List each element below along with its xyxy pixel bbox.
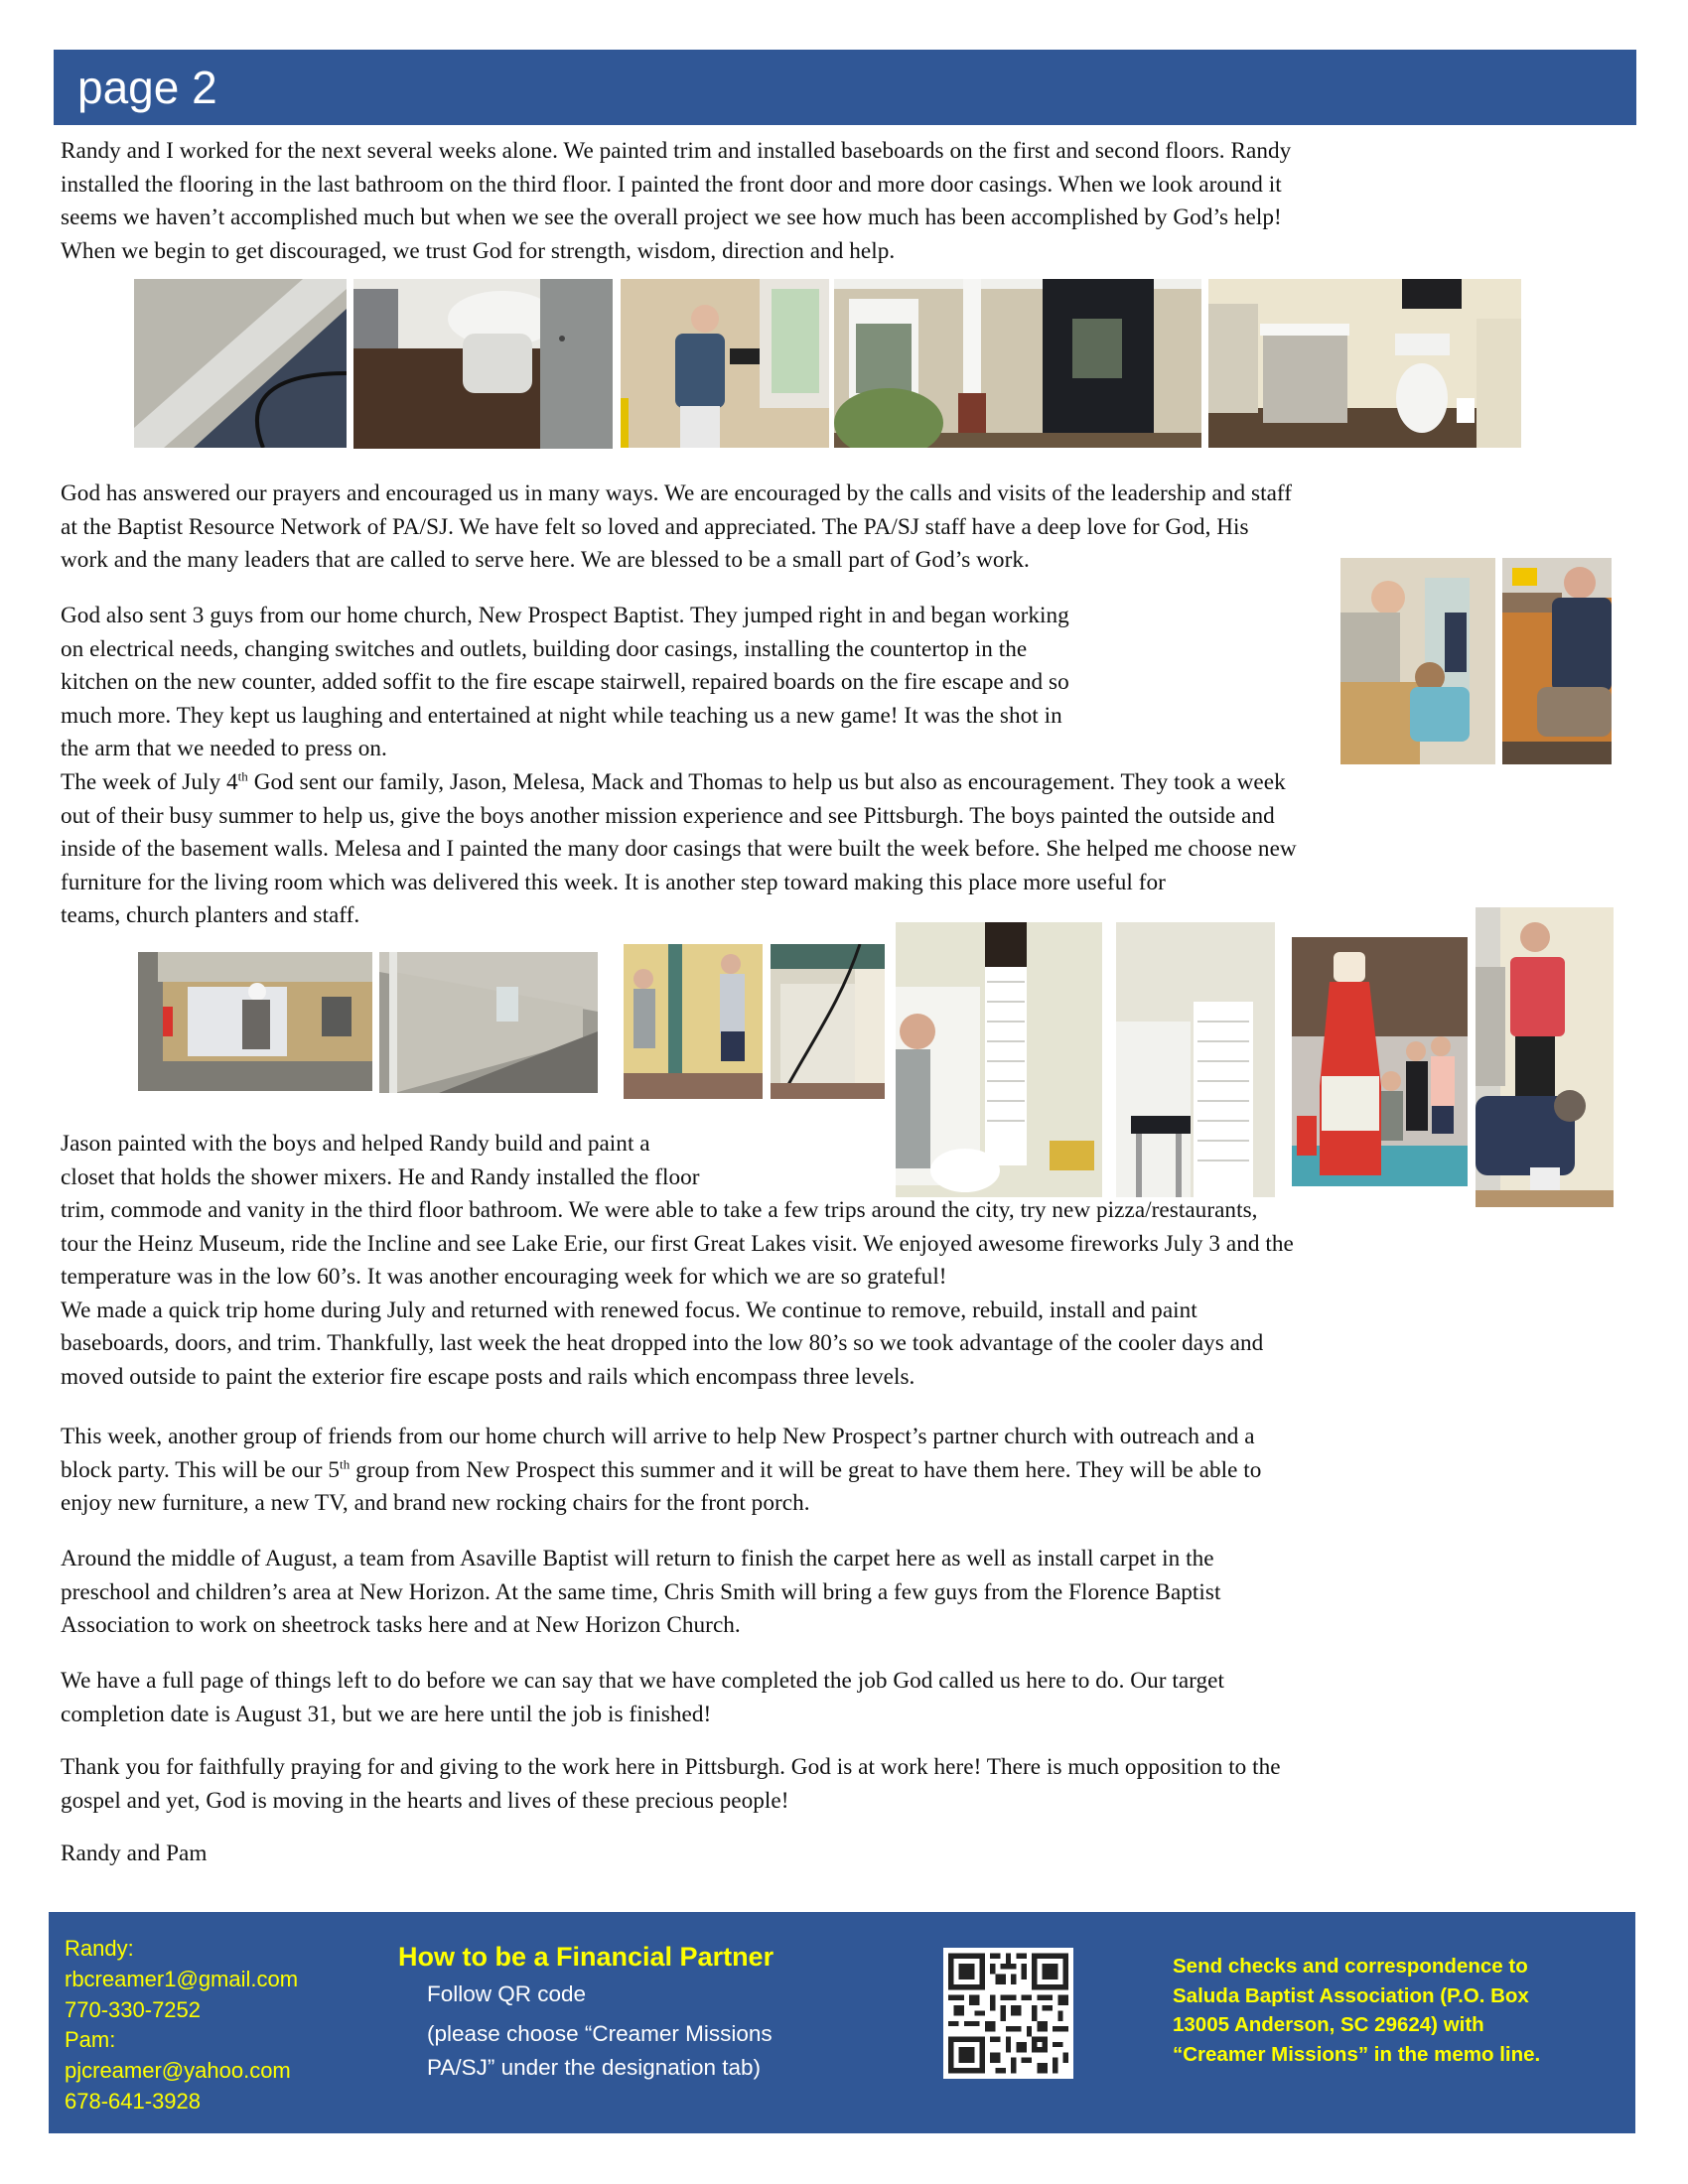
text-line: God also sent 3 guys from our home church, New Prospect Baptist. They jumped right in and began working — [61, 603, 1069, 628]
text-line: 13005 Anderson, SC 29624) with — [1173, 2013, 1484, 2037]
text-line: at the Baptist Resource Network of PA/SJ. We have felt so loved and appreciated. The PA/SJ staff have a deep love for God, His — [61, 513, 1249, 540]
text-line: temperature was in the low 60’s. It was another encouraging week for which we are so grateful! — [61, 1264, 947, 1290]
page-header-bar — [54, 50, 1636, 125]
bathroom-vanity-toilet-photo — [1208, 279, 1521, 448]
text-line: Randy and I worked for the next several weeks alone. We painted trim and installed baseboards on the first and second floors. Randy — [61, 138, 1292, 164]
text-line: baseboards, doors, and trim. Thankfully, last week the heat dropped into the low 80’s so we took advantage of the cooler days and — [61, 1330, 1264, 1356]
text-line: enjoy new furniture, a new TV, and brand new rocking chairs for the front porch. — [61, 1490, 810, 1516]
photo-image-icon — [834, 279, 1201, 448]
text-line: seems we haven’t accomplished much but when we see the overall project we see how much has been accomplished by God’s help! — [61, 205, 1282, 230]
text-line: We made a quick trip home during July and returned with renewed focus. We continue to remove, rebuild, install and paint — [61, 1297, 1197, 1323]
text-line: on electrical needs, changing switches and outlets, building door casings, installing the countertop in the — [61, 635, 1028, 662]
text-line: work and the many leaders that are called to serve here. We are blessed to be a small part of God’s work. — [61, 547, 1030, 573]
contact-info — [65, 1934, 298, 2117]
text-segment: The week of July 4 — [61, 769, 238, 795]
text-line: This week, another group of friends from our home church will arrive to help New Prospect’s partner church with outreach and a — [61, 1424, 1255, 1449]
photo-image-icon — [1502, 558, 1612, 764]
photo-image-icon — [1208, 279, 1521, 448]
text-line: out of their busy summer to help us, give the boys another mission experience and see Pittsburgh. The boys painted the outside and — [61, 802, 1275, 829]
front-door-porch-photo — [834, 279, 1201, 448]
paragraph-three-guys — [61, 600, 1069, 766]
randy-email-link[interactable]: rbcreamer1@gmail.com — [65, 1966, 299, 1991]
photo-image-icon — [138, 952, 372, 1091]
text-line: PA/SJ” under the designation tab) — [427, 2055, 762, 2080]
text-line: Saluda Baptist Association (P.O. Box — [1173, 1983, 1529, 2007]
paragraph-jason-closet — [61, 1128, 1294, 1394]
text-line: God has answered our prayers and encouraged us in many ways. We are encouraged by the calls and visits of the leadership and staff — [61, 480, 1293, 506]
footer-panel — [49, 1912, 1635, 2133]
text-segment: group from New Prospect this summer and it will be great to have them here. They will be able to — [350, 1456, 1262, 1483]
paragraph-full-page-left — [61, 1665, 1224, 1731]
painting-door-trim-photo — [1476, 907, 1614, 1207]
mailing-instructions — [1173, 1952, 1540, 2069]
text-line: inside of the basement walls. Melesa and I painted the many door casings that were built the week before. She helped me choose new — [61, 836, 1297, 862]
photo-image-icon — [379, 952, 598, 1093]
boys-painting-porch-photo — [624, 944, 763, 1099]
financial-partner-heading: How to be a Financial Partner — [398, 1942, 774, 1972]
photo-image-icon — [1340, 558, 1495, 764]
text-line — [61, 766, 1297, 800]
qr-code-graphic — [943, 1948, 1073, 2079]
photo-image-icon — [771, 944, 885, 1099]
photo-image-icon — [1476, 907, 1614, 1207]
financial-partner-instructions — [427, 1978, 773, 2085]
ordinal-suffix: th — [237, 768, 248, 784]
text-line: much more. They kept us laughing and entertained at night while teaching us a new game! It was the shot in — [61, 702, 1062, 729]
porch-closet-door-photo — [771, 944, 885, 1099]
text-line: closet that holds the shower mixers. He and Randy installed the floor — [61, 1163, 700, 1190]
paragraph-weeks-alone — [61, 135, 1291, 268]
paragraph-thank-you — [61, 1751, 1281, 1818]
photo-image-icon — [353, 279, 613, 449]
signature: Randy and Pam — [61, 1841, 208, 1866]
qr-code-icon[interactable] — [943, 1948, 1073, 2079]
text-segment: block party. This will be our 5 — [61, 1456, 341, 1483]
text-line: Thank you for faithfully praying for and giving to the work here in Pittsburgh. God is at work here! There is much opposition to the — [61, 1754, 1281, 1780]
photo-image-icon — [624, 944, 763, 1099]
pam-phone: 678-641-3928 — [65, 2088, 202, 2114]
text-line: installed the flooring in the last bathroom on the third floor. I painted the front door and more door casings. When we look around it — [61, 171, 1282, 198]
text-line: We have a full page of things left to do before we can say that we have completed the job God called us here to do. Our target — [61, 1668, 1224, 1694]
text-segment: God sent our family, Jason, Melesa, Mack and Thomas to help us but also as encouragement. They took a week — [247, 769, 1286, 795]
text-line: completion date is August 31, but we are here until the job is finished! — [61, 1701, 712, 1727]
bathroom-toilet-floor-photo — [353, 279, 613, 449]
randy-nailgun-window-photo — [621, 279, 829, 448]
text-line: trim, commode and vanity in the third floor bathroom. We were able to take a few trips around the city, try new pizza/restaurants, — [61, 1197, 1258, 1223]
ordinal-suffix: th — [340, 1455, 351, 1471]
pam-label: Pam: — [65, 2027, 116, 2053]
text-line: the arm that we needed to press on. — [61, 736, 387, 761]
photo-image-icon — [134, 279, 347, 448]
text-line: Association to work on sheetrock tasks here and at New Horizon Church. — [61, 1612, 741, 1638]
text-line: preschool and children’s area at New Horizon. At the same time, Chris Smith will bring a few guys from the Florence Baptist — [61, 1578, 1221, 1605]
heinz-museum-family-photo — [1292, 937, 1468, 1186]
photo-image-icon — [1292, 937, 1468, 1186]
text-line: kitchen on the new counter, added soffit to the fire escape stairwell, repaired boards on the fire escape and so — [61, 669, 1069, 695]
pam-email-link[interactable]: pjcreamer@yahoo.com — [65, 2058, 291, 2084]
text-line: moved outside to paint the exterior fire escape posts and rails which encompass three levels. — [61, 1363, 915, 1390]
page-title: page 2 — [77, 62, 217, 113]
paragraph-this-week-group — [61, 1421, 1261, 1521]
text-line: teams, church planters and staff. — [61, 902, 360, 928]
guys-building-cabinet-photo — [1340, 558, 1495, 764]
painting-basement-wall-photo — [138, 952, 372, 1091]
text-line: Around the middle of August, a team from Asaville Baptist will return to finish the carpet here as well as install carpet in the — [61, 1546, 1214, 1571]
text-line: When we begin to get discouraged, we trust God for strength, wisdom, direction and help. — [61, 237, 896, 264]
text-line: “Creamer Missions” in the memo line. — [1173, 2042, 1541, 2066]
text-line — [61, 1454, 1261, 1488]
paragraph-mid-august — [61, 1543, 1220, 1643]
painted-basement-wall-photo — [379, 952, 598, 1093]
paragraph-answered-prayers — [61, 478, 1292, 578]
randy-label: Randy: — [65, 1936, 134, 1961]
photo-image-icon — [621, 279, 829, 448]
text-line: Follow QR code — [427, 1981, 587, 2006]
randy-phone: 770-330-7252 — [65, 1996, 202, 2022]
text-line: (please choose “Creamer Missions — [427, 2021, 773, 2046]
text-line: Send checks and correspondence to — [1173, 1955, 1528, 1978]
text-line: Jason painted with the boys and helped Randy build and paint a — [61, 1131, 650, 1157]
text-line: tour the Heinz Museum, ride the Incline and see Lake Erie, our first Great Lakes visit. We enjoyed awesome fireworks July 3 and the — [61, 1230, 1294, 1257]
baseboard-trim-photo — [134, 279, 347, 448]
text-line: furniture for the living room which was delivered this week. It is another step toward making this place more useful for — [61, 869, 1166, 895]
paragraph-july-4th-family — [61, 766, 1297, 933]
text-line: gospel and yet, God is moving in the hearts and lives of these precious people! — [61, 1787, 789, 1814]
kitchen-counter-install-photo — [1502, 558, 1612, 764]
